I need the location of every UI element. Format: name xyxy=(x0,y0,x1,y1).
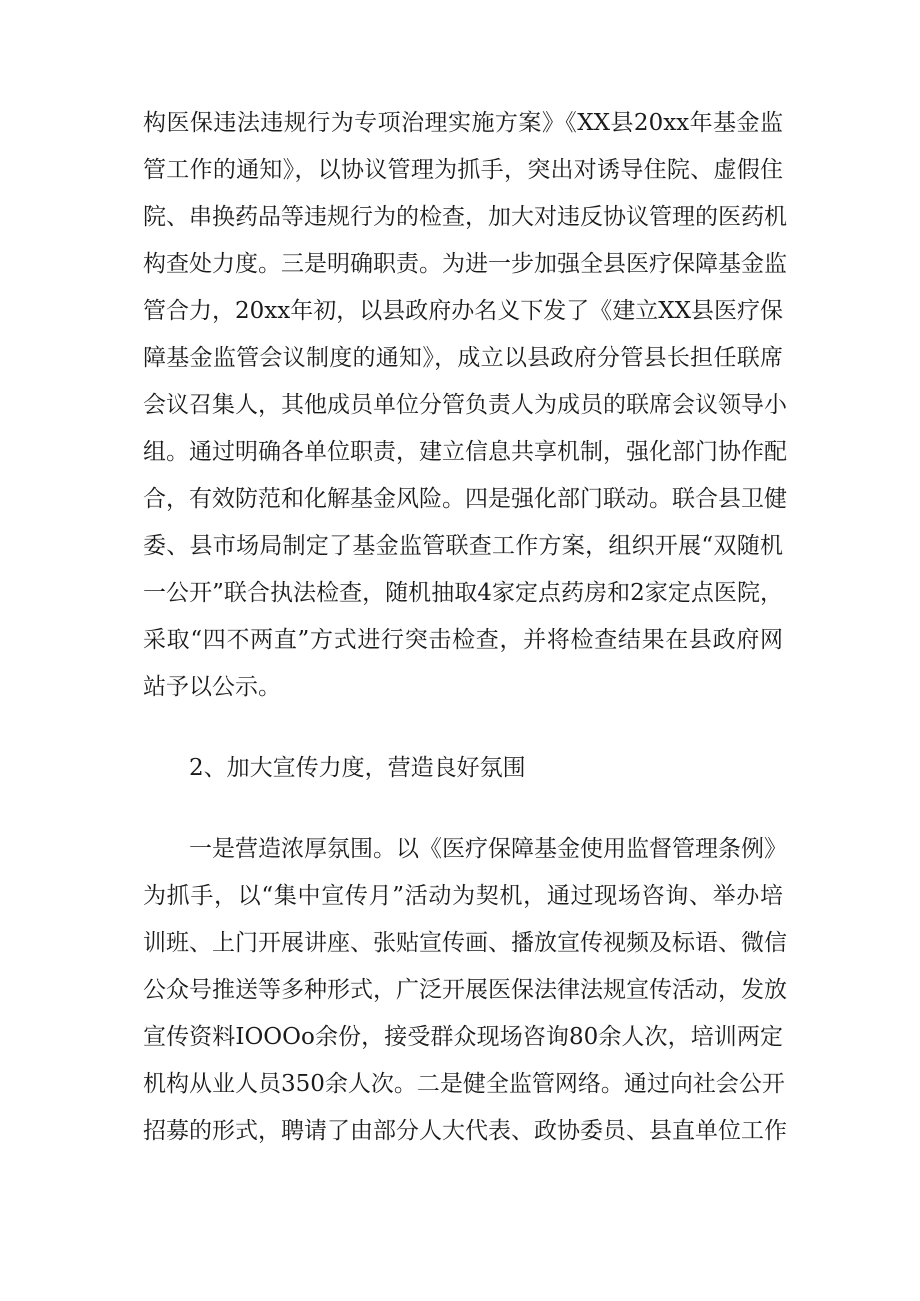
paragraph-1-line-13: 站予以公示。 xyxy=(143,674,281,700)
paragraph-2-line-1: 一是营造浓厚氛围。以《医疗保障基金使用监督管理条例》 xyxy=(189,836,787,862)
paragraph-1-line-12: 采取“四不两直”方式进行突击检查，并将检查结果在县政府网 xyxy=(143,627,783,653)
paragraph-1-line-3: 院、串换药品等违规行为的检查，加大对违反协议管理的医药机 xyxy=(143,204,787,230)
paragraph-2-line-7: 招募的形式，聘请了由部分人大代表、政协委员、县直单位工作 xyxy=(143,1118,787,1144)
paragraph-1-line-1: 构医保违法违规行为专项治理实施方案》《XX县20xx年基金监 xyxy=(143,110,783,136)
paragraph-1-line-5: 管合力，20xx年初，以县政府办名义下发了《建立XX县医疗保 xyxy=(143,298,783,324)
paragraph-2-line-6: 机构从业人员350余人次。二是健全监管网络。通过向社会公开 xyxy=(143,1071,785,1097)
paragraph-1-line-2: 管工作的通知》，以协议管理为抓手，突出对诱导住院、虚假住 xyxy=(143,157,783,183)
paragraph-1-line-11: 一公开”联合执法检查，随机抽取4家定点药房和2家定点医院， xyxy=(143,580,783,606)
paragraph-2-line-5: 宣传资料IOOOo余份，接受群众现场咨询80余人次，培训两定 xyxy=(143,1024,783,1050)
section-heading: 2、加大宣传力度，营造良好氛围 xyxy=(189,755,526,781)
paragraph-2-line-3: 训班、上门开展讲座、张贴宣传画、播放宣传视频及标语、微信 xyxy=(143,930,787,956)
paragraph-1-line-9: 合，有效防范和化解基金风险。四是强化部门联动。联合县卫健 xyxy=(143,486,787,512)
paragraph-2-line-4: 公众号推送等多种形式，广泛开展医保法律法规宣传活动，发放 xyxy=(143,977,787,1003)
paragraph-1-line-7: 会议召集人，其他成员单位分管负责人为成员的联席会议领导小 xyxy=(143,392,787,418)
paragraph-1-line-8: 组。通过明确各单位职责，建立信息共享机制，强化部门协作配 xyxy=(143,439,787,465)
paragraph-1-line-4: 构查处力度。三是明确职责。为进一步加强全县医疗保障基金监 xyxy=(143,251,787,277)
paragraph-1-line-10: 委、县市场局制定了基金监管联查工作方案，组织开展“双随机 xyxy=(143,533,783,559)
paragraph-1-line-6: 障基金监管会议制度的通知》，成立以县政府分管县长担任联席 xyxy=(143,345,783,371)
paragraph-2-line-2: 为抓手，以“集中宣传月”活动为契机，通过现场咨询、举办培 xyxy=(143,883,783,909)
